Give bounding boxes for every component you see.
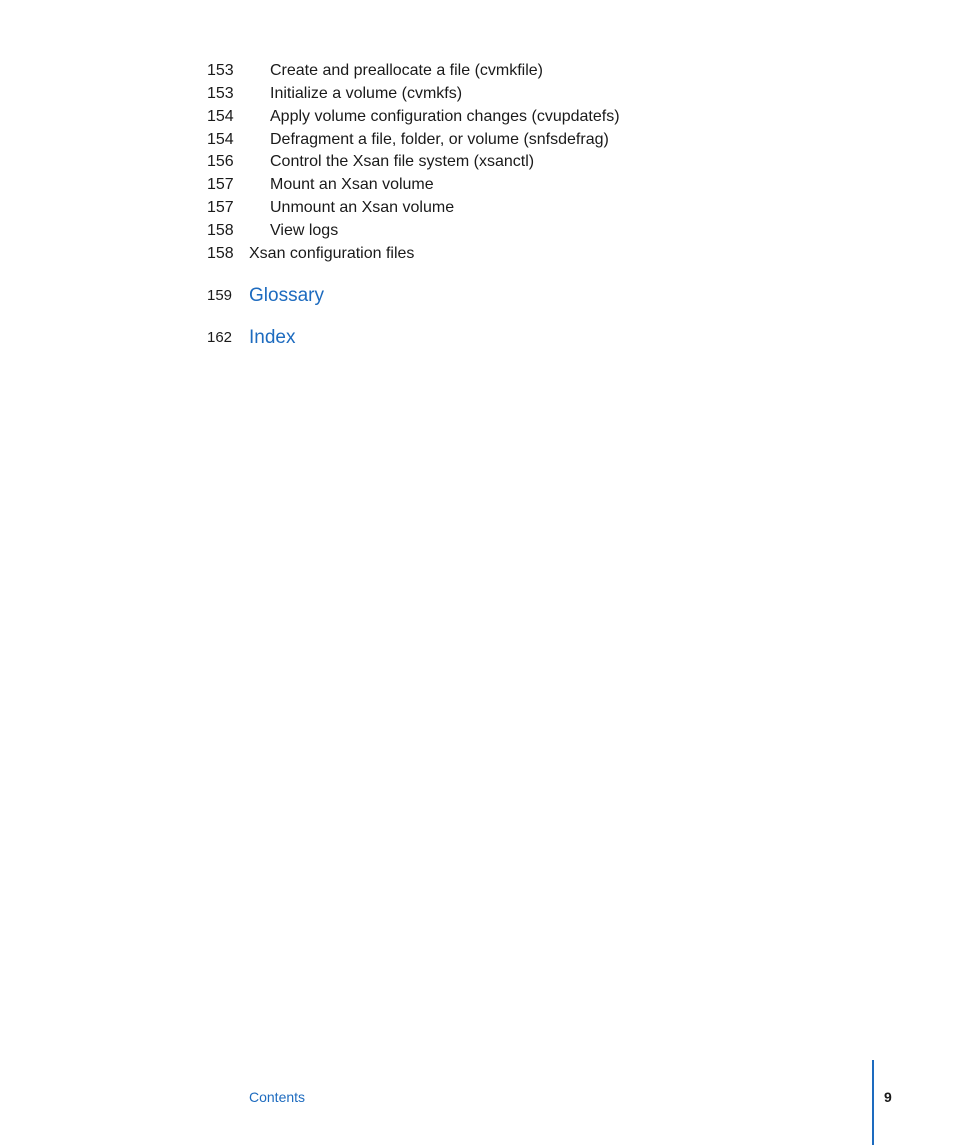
toc-page-number: 158 xyxy=(207,222,234,239)
toc-entry[interactable] xyxy=(0,150,954,173)
toc-entry-title: Xsan configuration files xyxy=(249,245,415,262)
toc-page-number: 154 xyxy=(207,131,234,148)
toc-page-number: 156 xyxy=(207,153,234,170)
toc-entry[interactable] xyxy=(0,82,954,105)
toc-entry-title: View logs xyxy=(270,222,339,239)
toc-page-number: 154 xyxy=(207,108,234,125)
toc-page-number: 159 xyxy=(207,287,233,304)
toc-chapter-title: Glossary xyxy=(249,285,324,306)
toc-entry-title: Control the Xsan file system (xsanctl) xyxy=(270,153,535,170)
footer-divider xyxy=(872,1060,874,1145)
toc-page-number: 162 xyxy=(207,329,233,346)
toc-entry-title: Create and preallocate a file (cvmkfile) xyxy=(270,62,544,79)
toc-page-number: 157 xyxy=(207,199,234,216)
toc-entry-title: Initialize a volume (cvmkfs) xyxy=(270,85,463,102)
toc-chapter-glossary[interactable] xyxy=(0,281,954,311)
footer-page-number: 9 xyxy=(884,1089,892,1105)
toc-entry-title: Unmount an Xsan volume xyxy=(270,199,455,216)
toc-entry-title: Defragment a file, folder, or volume (snfsdefrag) xyxy=(270,131,609,148)
toc-entry[interactable] xyxy=(0,105,954,128)
toc-entry[interactable] xyxy=(0,128,954,151)
toc-page-number: 157 xyxy=(207,176,234,193)
toc-page-number: 153 xyxy=(207,62,234,79)
toc-page-number: 158 xyxy=(207,245,234,262)
toc-entry[interactable] xyxy=(0,173,954,196)
toc-chapter-index[interactable] xyxy=(0,323,954,353)
toc-chapter-title: Index xyxy=(249,327,296,348)
footer-section-label: Contents xyxy=(249,1089,306,1105)
toc-entry[interactable] xyxy=(0,242,954,265)
toc-entry-title: Apply volume configuration changes (cvupdatefs) xyxy=(270,108,620,125)
toc-entry-title: Mount an Xsan volume xyxy=(270,176,434,193)
toc-entry[interactable] xyxy=(0,219,954,242)
toc-entry[interactable] xyxy=(0,196,954,219)
toc-entry[interactable] xyxy=(0,59,954,82)
toc-page-number: 153 xyxy=(207,85,234,102)
